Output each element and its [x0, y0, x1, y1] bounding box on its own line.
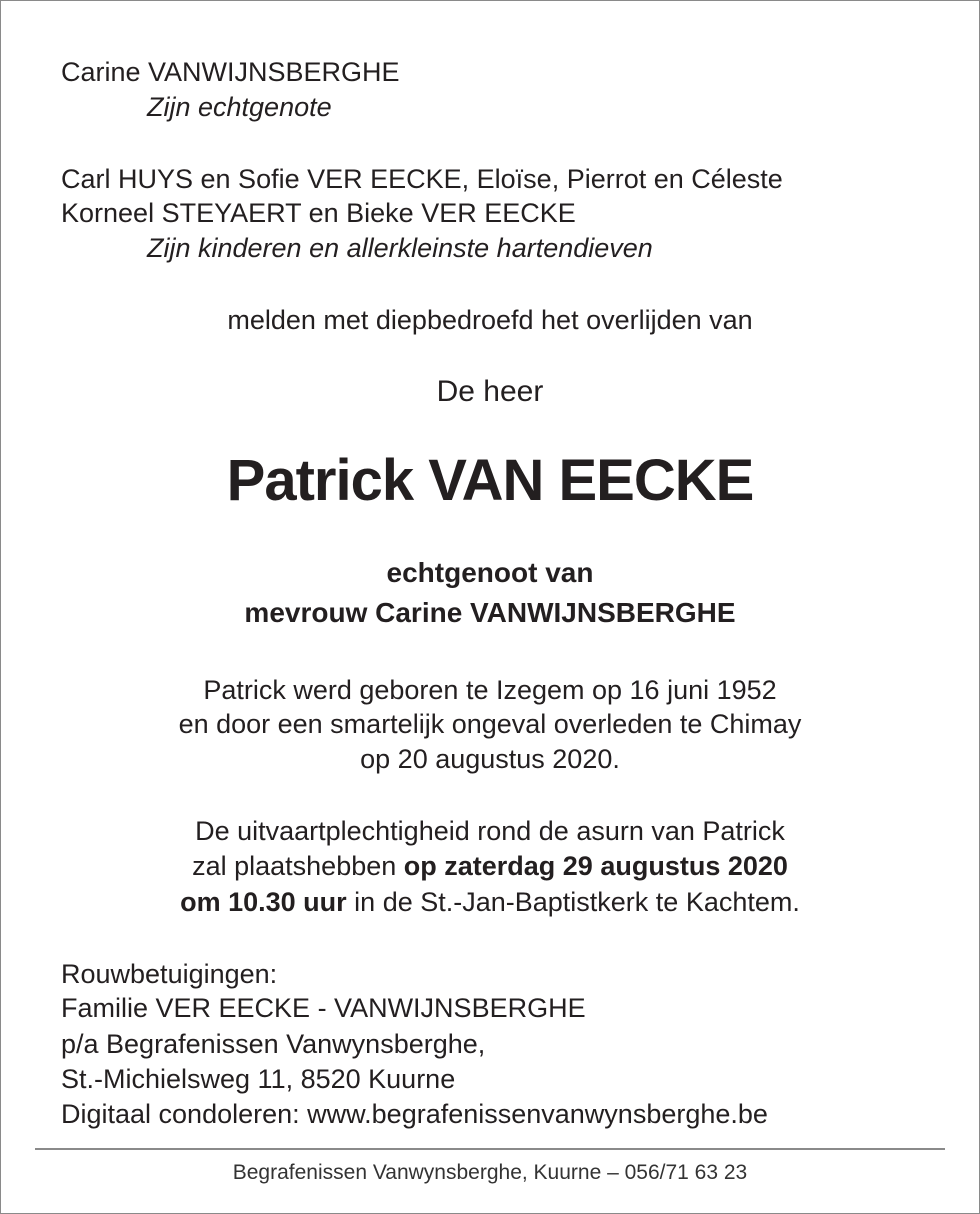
relation-line-1: echtgenoot van — [386, 557, 594, 588]
spouse-name: Carine VANWIJNSBERGHE — [61, 57, 400, 87]
ceremony-time: om 10.30 uur — [180, 887, 347, 917]
footer-divider — [35, 1148, 945, 1150]
deceased-name: Patrick VAN EECKE — [226, 448, 754, 513]
condolences-family: Familie VER EECKE - VANWIJNSBERGHE — [61, 993, 586, 1023]
ceremony-line-3 — [1, 885, 979, 919]
funeral-home-footer: Begrafenissen Vanwynsberghe, Kuurne – 056/71 63 23 — [232, 1161, 748, 1184]
ceremony-line-2 — [1, 849, 979, 883]
condolences-care-of: p/a Begrafenissen Vanwynsberghe, — [61, 1029, 486, 1059]
condolences-heading: Rouwbetuigingen: — [61, 959, 278, 989]
ceremony-date: op zaterdag 29 augustus 2020 — [403, 851, 788, 881]
biography-line-3: op 20 augustus 2020. — [360, 744, 620, 774]
spouse-role: Zijn echtgenote — [147, 92, 332, 122]
condolences-website: Digitaal condoleren: www.begrafenissenvanwynsberghe.be — [61, 1099, 768, 1129]
honorific: De heer — [436, 375, 544, 408]
ceremony-location: in de St.-Jan-Baptistkerk te Kachtem. — [346, 887, 800, 917]
ceremony-line-1: De uitvaartplechtigheid rond de asurn van Patrick — [195, 816, 785, 846]
relation-line-2: mevrouw Carine VANWIJNSBERGHE — [244, 597, 736, 628]
children-line-2: Korneel STEYAERT en Bieke VER EECKE — [61, 198, 576, 228]
biography-line-2: en door een smartelijk ongeval overleden te Chimay — [178, 709, 802, 739]
biography-line-1: Patrick werd geboren te Izegem op 16 juni 1952 — [203, 675, 777, 705]
condolences-address: St.-Michielsweg 11, 8520 Kuurne — [61, 1064, 456, 1094]
children-role: Zijn kinderen en allerkleinste hartendieven — [147, 233, 653, 263]
ceremony-line-2-prefix: zal plaatshebben — [192, 851, 404, 881]
announcement-text: melden met diepbedroefd het overlijden van — [227, 305, 753, 335]
children-line-1: Carl HUYS en Sofie VER EECKE, Eloïse, Pierrot en Céleste — [61, 164, 783, 194]
